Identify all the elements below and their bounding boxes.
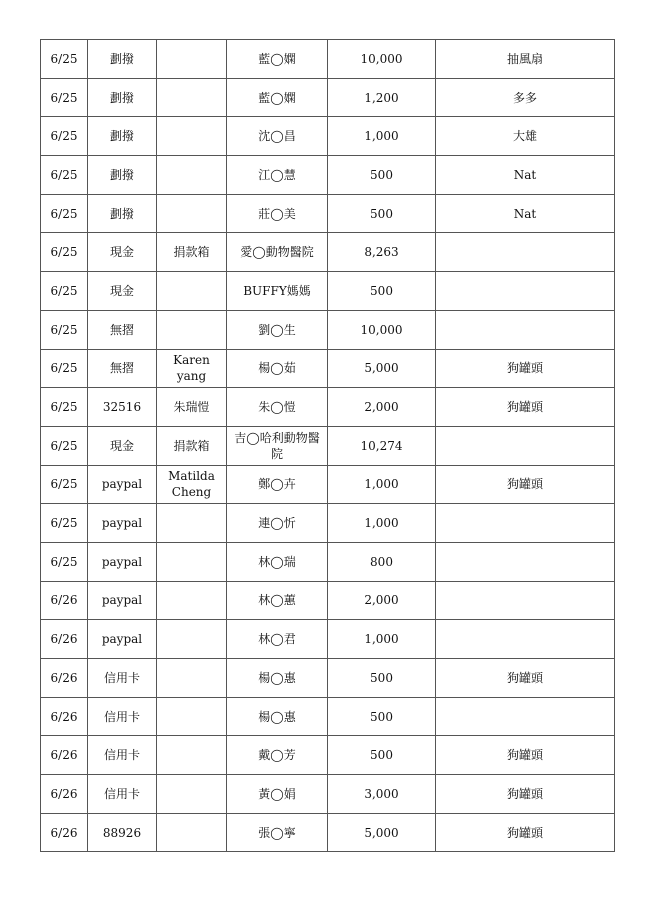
payment-method-cell: 現金 xyxy=(88,426,157,465)
table-row xyxy=(41,465,615,504)
payment-method-cell: 信用卡 xyxy=(88,697,157,736)
table-row xyxy=(41,272,615,311)
remitter-note-cell xyxy=(157,581,227,620)
date-cell: 6/25 xyxy=(41,194,88,233)
table-row xyxy=(41,620,615,659)
table-row xyxy=(41,388,615,427)
donation-table xyxy=(40,39,615,852)
table-row xyxy=(41,697,615,736)
payment-method-cell: 信用卡 xyxy=(88,659,157,698)
amount-cell: 2,000 xyxy=(328,388,436,427)
donor-name-cell: 連◯忻 xyxy=(227,504,328,543)
date-cell: 6/25 xyxy=(41,349,88,388)
date-cell: 6/25 xyxy=(41,233,88,272)
payment-method-cell: 無摺 xyxy=(88,310,157,349)
donor-name-cell: 楊◯惠 xyxy=(227,697,328,736)
donor-name-cell: 黃◯娟 xyxy=(227,775,328,814)
donor-name-cell: 張◯寧 xyxy=(227,813,328,852)
payment-method-cell: 劃撥 xyxy=(88,40,157,79)
table-row xyxy=(41,581,615,620)
donor-name-cell: 藍◯嫻 xyxy=(227,78,328,117)
payment-method-cell: paypal xyxy=(88,504,157,543)
amount-cell: 500 xyxy=(328,697,436,736)
donor-name-cell: BUFFY媽媽 xyxy=(227,272,328,311)
remitter-note-cell: 朱瑞愷 xyxy=(157,388,227,427)
designation-cell xyxy=(436,310,615,349)
donor-name-cell: 江◯慧 xyxy=(227,156,328,195)
designation-cell xyxy=(436,581,615,620)
designation-cell: 狗罐頭 xyxy=(436,388,615,427)
amount-cell: 1,000 xyxy=(328,620,436,659)
payment-method-cell: 現金 xyxy=(88,272,157,311)
designation-cell xyxy=(436,426,615,465)
table-row xyxy=(41,310,615,349)
designation-cell: 狗罐頭 xyxy=(436,813,615,852)
amount-cell: 10,274 xyxy=(328,426,436,465)
date-cell: 6/26 xyxy=(41,736,88,775)
remitter-note-cell xyxy=(157,736,227,775)
remitter-note-cell xyxy=(157,620,227,659)
payment-method-cell: 劃撥 xyxy=(88,194,157,233)
table-row xyxy=(41,194,615,233)
donor-name-cell: 楊◯茹 xyxy=(227,349,328,388)
designation-cell xyxy=(436,620,615,659)
donor-name-cell: 楊◯惠 xyxy=(227,659,328,698)
designation-cell xyxy=(436,272,615,311)
date-cell: 6/25 xyxy=(41,426,88,465)
donor-name-cell: 沈◯昌 xyxy=(227,117,328,156)
donor-name-cell: 愛◯動物醫院 xyxy=(227,233,328,272)
amount-cell: 8,263 xyxy=(328,233,436,272)
date-cell: 6/26 xyxy=(41,775,88,814)
table-row xyxy=(41,40,615,79)
table-row xyxy=(41,813,615,852)
payment-method-cell: 現金 xyxy=(88,233,157,272)
designation-cell: Nat xyxy=(436,156,615,195)
donor-name-cell: 戴◯芳 xyxy=(227,736,328,775)
amount-cell: 5,000 xyxy=(328,813,436,852)
amount-cell: 1,000 xyxy=(328,504,436,543)
designation-cell: 狗罐頭 xyxy=(436,659,615,698)
designation-cell xyxy=(436,697,615,736)
payment-method-cell: 劃撥 xyxy=(88,117,157,156)
amount-cell: 500 xyxy=(328,156,436,195)
remitter-note-cell: 捐款箱 xyxy=(157,233,227,272)
table-row xyxy=(41,659,615,698)
payment-method-cell: 劃撥 xyxy=(88,78,157,117)
table-row xyxy=(41,117,615,156)
date-cell: 6/26 xyxy=(41,697,88,736)
designation-cell: 狗罐頭 xyxy=(436,465,615,504)
amount-cell: 1,200 xyxy=(328,78,436,117)
table-row xyxy=(41,542,615,581)
date-cell: 6/25 xyxy=(41,156,88,195)
donor-name-cell: 莊◯美 xyxy=(227,194,328,233)
amount-cell: 5,000 xyxy=(328,349,436,388)
remitter-note-cell: Karen yang xyxy=(157,349,227,388)
payment-method-cell: 88926 xyxy=(88,813,157,852)
designation-cell xyxy=(436,504,615,543)
designation-cell xyxy=(436,542,615,581)
designation-cell: 大雄 xyxy=(436,117,615,156)
remitter-note-cell xyxy=(157,504,227,543)
date-cell: 6/25 xyxy=(41,542,88,581)
remitter-note-cell xyxy=(157,272,227,311)
table-row xyxy=(41,156,615,195)
payment-method-cell: paypal xyxy=(88,465,157,504)
donor-name-cell: 藍◯嫻 xyxy=(227,40,328,79)
date-cell: 6/25 xyxy=(41,388,88,427)
payment-method-cell: 信用卡 xyxy=(88,775,157,814)
remitter-note-cell xyxy=(157,542,227,581)
payment-method-cell: paypal xyxy=(88,581,157,620)
donor-name-cell: 林◯君 xyxy=(227,620,328,659)
donation-table-body xyxy=(41,40,615,852)
donor-name-cell: 林◯蕙 xyxy=(227,581,328,620)
remitter-note-cell xyxy=(157,156,227,195)
table-row xyxy=(41,775,615,814)
payment-method-cell: 32516 xyxy=(88,388,157,427)
date-cell: 6/26 xyxy=(41,620,88,659)
amount-cell: 800 xyxy=(328,542,436,581)
date-cell: 6/25 xyxy=(41,117,88,156)
payment-method-cell: 劃撥 xyxy=(88,156,157,195)
remitter-note-cell xyxy=(157,310,227,349)
table-row xyxy=(41,233,615,272)
designation-cell: 多多 xyxy=(436,78,615,117)
amount-cell: 1,000 xyxy=(328,117,436,156)
date-cell: 6/25 xyxy=(41,465,88,504)
date-cell: 6/26 xyxy=(41,813,88,852)
amount-cell: 500 xyxy=(328,659,436,698)
designation-cell: 狗罐頭 xyxy=(436,736,615,775)
amount-cell: 10,000 xyxy=(328,310,436,349)
date-cell: 6/25 xyxy=(41,40,88,79)
table-row xyxy=(41,504,615,543)
date-cell: 6/25 xyxy=(41,272,88,311)
date-cell: 6/25 xyxy=(41,310,88,349)
table-row xyxy=(41,736,615,775)
remitter-note-cell xyxy=(157,659,227,698)
remitter-note-cell xyxy=(157,697,227,736)
table-row xyxy=(41,349,615,388)
remitter-note-cell xyxy=(157,78,227,117)
remitter-note-cell: 捐款箱 xyxy=(157,426,227,465)
remitter-note-cell xyxy=(157,40,227,79)
payment-method-cell: paypal xyxy=(88,620,157,659)
designation-cell xyxy=(436,233,615,272)
payment-method-cell: 信用卡 xyxy=(88,736,157,775)
designation-cell: Nat xyxy=(436,194,615,233)
amount-cell: 500 xyxy=(328,194,436,233)
donor-name-cell: 林◯瑞 xyxy=(227,542,328,581)
designation-cell: 抽風扇 xyxy=(436,40,615,79)
remitter-note-cell xyxy=(157,775,227,814)
payment-method-cell: paypal xyxy=(88,542,157,581)
remitter-note-cell xyxy=(157,117,227,156)
donor-name-cell: 劉◯生 xyxy=(227,310,328,349)
remitter-note-cell: Matilda Cheng xyxy=(157,465,227,504)
amount-cell: 10,000 xyxy=(328,40,436,79)
donor-name-cell: 朱◯愷 xyxy=(227,388,328,427)
amount-cell: 2,000 xyxy=(328,581,436,620)
date-cell: 6/25 xyxy=(41,504,88,543)
payment-method-cell: 無摺 xyxy=(88,349,157,388)
amount-cell: 3,000 xyxy=(328,775,436,814)
donor-name-cell: 鄭◯卉 xyxy=(227,465,328,504)
amount-cell: 500 xyxy=(328,272,436,311)
designation-cell: 狗罐頭 xyxy=(436,349,615,388)
table-row xyxy=(41,78,615,117)
amount-cell: 1,000 xyxy=(328,465,436,504)
donor-name-cell: 吉◯哈利動物醫院 xyxy=(227,426,328,465)
amount-cell: 500 xyxy=(328,736,436,775)
remitter-note-cell xyxy=(157,813,227,852)
date-cell: 6/25 xyxy=(41,78,88,117)
date-cell: 6/26 xyxy=(41,659,88,698)
table-row xyxy=(41,426,615,465)
date-cell: 6/26 xyxy=(41,581,88,620)
remitter-note-cell xyxy=(157,194,227,233)
designation-cell: 狗罐頭 xyxy=(436,775,615,814)
